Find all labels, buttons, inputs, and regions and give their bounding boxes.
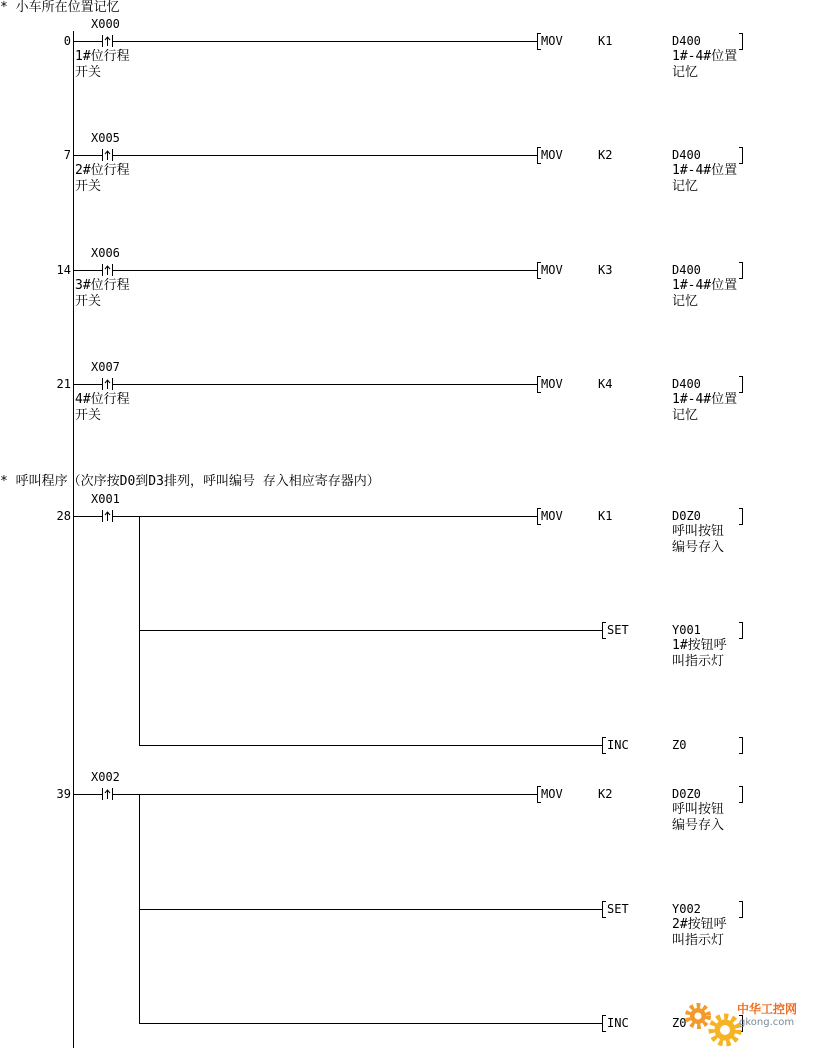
branch-wire [139,909,602,910]
rung-wire [73,794,102,795]
section-heading-position-memory: * 小车所在位置记忆 [0,0,120,15]
instruction-mnemonic: MOV [541,263,563,277]
device-comment: 叫指示灯 [672,933,725,948]
instruction-operand: Z0 [672,738,687,752]
rung-wire [113,384,537,385]
instruction-close-bracket [739,901,743,918]
left-power-rail [73,31,74,1048]
device-comment: 叫指示灯 [672,654,725,669]
device-comment: 记忆 [672,65,699,80]
instruction-close-bracket [739,508,743,525]
contact-comment: 2#位行程 [75,163,130,178]
instruction-source-operand: K4 [598,377,613,391]
instruction-operand: Y002 [672,902,701,916]
instruction-operand: Y001 [672,623,701,637]
instruction-open-bracket [602,901,606,918]
device-comment: 呼叫按钮 [672,524,725,539]
step-number: 7 [63,148,71,162]
rung-wire [73,270,102,271]
rung-wire [73,41,102,42]
device-comment: 1#-4#位置 [672,163,738,178]
instruction-close-bracket [739,147,743,164]
contact-comment: 开关 [75,179,102,194]
device-comment: 编号存入 [672,818,725,833]
instruction-close-bracket [739,262,743,279]
contact-device-label: X005 [91,131,120,145]
contact-comment: 3#位行程 [75,278,130,293]
instruction-open-bracket [602,737,606,754]
rung-wire [113,41,537,42]
device-comment: 编号存入 [672,540,725,555]
step-number: 28 [56,509,71,523]
contact-device-label: X002 [91,770,120,784]
instruction-close-bracket [739,33,743,50]
contact-comment: 开关 [75,65,102,80]
contact-comment: 开关 [75,294,102,309]
device-comment: 记忆 [672,294,699,309]
rung-wire [113,516,537,517]
device-comment: 记忆 [672,408,699,423]
device-comment: 1#按钮呼 [672,638,727,653]
instruction-source-operand: K1 [598,509,613,523]
instruction-close-bracket [739,786,743,803]
branch-wire [139,745,602,746]
contact-device-label: X001 [91,492,120,506]
instruction-mnemonic: MOV [541,377,563,391]
instruction-destination-operand: D400 [672,34,701,48]
instruction-open-bracket [602,622,606,639]
instruction-mnemonic: INC [607,1016,629,1030]
rung-wire [73,384,102,385]
contact-comment: 4#位行程 [75,392,130,407]
device-comment: 1#-4#位置 [672,392,738,407]
watermark-brand: 中华工控网 [737,1002,798,1016]
contact-comment: 1#位行程 [75,49,130,64]
instruction-destination-operand: D0Z0 [672,509,701,523]
instruction-operand: Z0 [672,1016,687,1030]
instruction-source-operand: K2 [598,148,613,162]
instruction-destination-operand: D400 [672,148,701,162]
instruction-source-operand: K3 [598,263,613,277]
rung-wire [113,794,537,795]
rung-wire [73,155,102,156]
instruction-mnemonic: MOV [541,509,563,523]
instruction-destination-operand: D400 [672,263,701,277]
device-comment: 1#-4#位置 [672,49,738,64]
instruction-close-bracket [739,737,743,754]
instruction-close-bracket [739,376,743,393]
step-number: 39 [56,787,71,801]
branch-wire [139,630,602,631]
step-number: 14 [56,263,71,277]
rung-wire [73,516,102,517]
contact-device-label: X007 [91,360,120,374]
contact-comment: 开关 [75,408,102,423]
instruction-mnemonic: MOV [541,34,563,48]
step-number: 21 [56,377,71,391]
device-comment: 1#-4#位置 [672,278,738,293]
device-comment: 2#按钮呼 [672,917,727,932]
device-comment: 记忆 [672,179,699,194]
instruction-destination-operand: D0Z0 [672,787,701,801]
instruction-mnemonic: MOV [541,787,563,801]
section-heading-call-program: * 呼叫程序（次序按D0到D3排列，呼叫编号 存入相应寄存器内） [0,474,380,489]
instruction-mnemonic: SET [607,902,629,916]
rung-wire [113,270,537,271]
instruction-mnemonic: INC [607,738,629,752]
rung-wire [113,155,537,156]
instruction-mnemonic: SET [607,623,629,637]
instruction-close-bracket [739,622,743,639]
instruction-open-bracket [602,1015,606,1032]
contact-device-label: X006 [91,246,120,260]
instruction-source-operand: K2 [598,787,613,801]
branch-wire [139,1023,602,1024]
step-number: 0 [63,34,71,48]
instruction-destination-operand: D400 [672,377,701,391]
instruction-mnemonic: MOV [541,148,563,162]
contact-device-label: X000 [91,17,120,31]
watermark-site: gkong.com [739,1017,795,1028]
device-comment: 呼叫按钮 [672,802,725,817]
instruction-source-operand: K1 [598,34,613,48]
